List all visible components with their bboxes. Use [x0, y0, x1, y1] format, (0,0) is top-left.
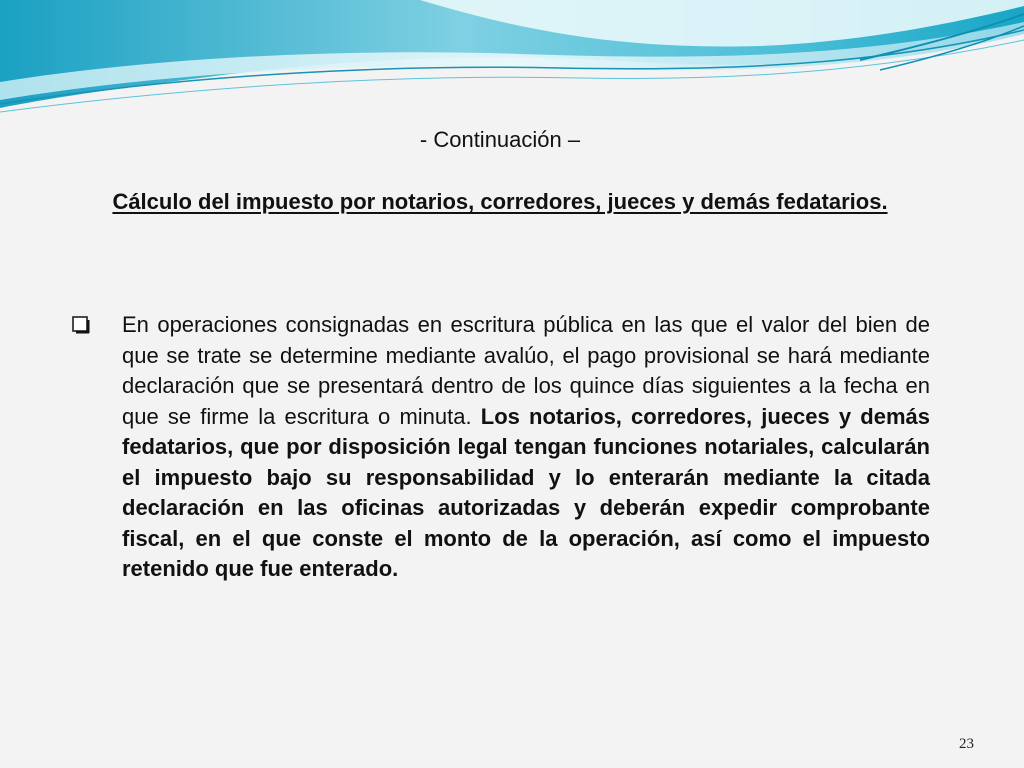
slide-subtitle: - Continuación – — [419, 127, 581, 152]
page-number: 23 — [959, 736, 974, 752]
bullet-paragraph — [122, 310, 930, 585]
bullet-bold-text: Los notarios, corredores, jueces y demás fedatarios, que por disposición legal tengan funciones notariales, calcularán el impuesto bajo su responsabilidad y lo enterarán mediante la citada declaración en las oficinas autorizadas y deberán expedir comprobante fiscal, en el que conste el monto de la operación, así como el impuesto retenido que fue enterado. — [122, 403, 930, 581]
bullet-item — [70, 310, 930, 585]
header-wave-decoration — [0, 0, 1024, 120]
slide-title: Cálculo del impuesto por notarios, corredores, jueces y demás fedatarios. — [112, 189, 888, 214]
checkbox-icon — [72, 316, 90, 334]
bullet-normal-text: En operaciones consignadas en escritura pública en las que el valor del bien de que se trate se determine mediante avalúo, el pago provisional se hará mediante declaración que se presentará dentro de los quince días siguientes a la fecha en que se firme la escritura o minuta. — [122, 312, 930, 429]
